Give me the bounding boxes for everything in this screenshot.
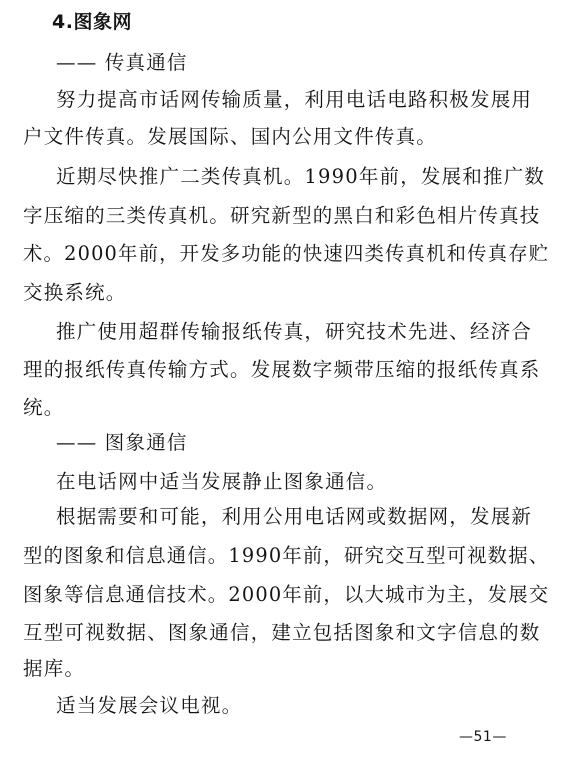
section-heading: 4.图象网 bbox=[52, 11, 132, 33]
paragraph-line: 图象等信息通信技术。2000年前，以大城市为主，发展交 bbox=[23, 583, 550, 606]
paragraph-line: 交换系统。 bbox=[23, 281, 127, 304]
paragraph-line: 推广使用超群传输报纸传真，研究技术先进、经济合 bbox=[56, 320, 533, 343]
paragraph-line: 互型可视数据、图象通信，建立包括图象和文字信息的数 bbox=[23, 621, 541, 644]
paragraph-line: 在电话网中适当发展静止图象通信。 bbox=[56, 470, 388, 493]
paragraph-line: 根据需要和可能，利用公用电话网或数据网，发展新 bbox=[56, 505, 533, 528]
paragraph-line: 字压缩的三类传真机。研究新型的黑白和彩色相片传真技 bbox=[23, 204, 541, 227]
paragraph-line: 近期尽快推广二类传真机。1990年前，发展和推广数 bbox=[56, 165, 546, 188]
paragraph-line: 统。 bbox=[23, 396, 65, 419]
page-number: —51— bbox=[459, 729, 507, 745]
paragraph-line: 理的报纸传真传输方式。发展数字频带压缩的报纸传真系 bbox=[23, 358, 541, 381]
paragraph-line: 据库。 bbox=[23, 657, 86, 680]
paragraph-line: 户文件传真。发展国际、国内公用文件传真。 bbox=[23, 125, 438, 148]
paragraph-line: 术。2000年前，开发多功能的快速四类传真机和传真存贮 bbox=[23, 242, 550, 265]
paragraph-line: 努力提高市话网传输质量，利用电话电路积极发展用 bbox=[56, 88, 533, 111]
subsection-title-fax: —— 传真通信 bbox=[56, 51, 188, 74]
paragraph-line: 适当发展会议电视。 bbox=[56, 694, 243, 717]
subsection-title-image: —— 图象通信 bbox=[56, 431, 188, 454]
paragraph-line: 型的图象和信息通信。1990年前，研究交互型可视数据、 bbox=[23, 544, 550, 567]
